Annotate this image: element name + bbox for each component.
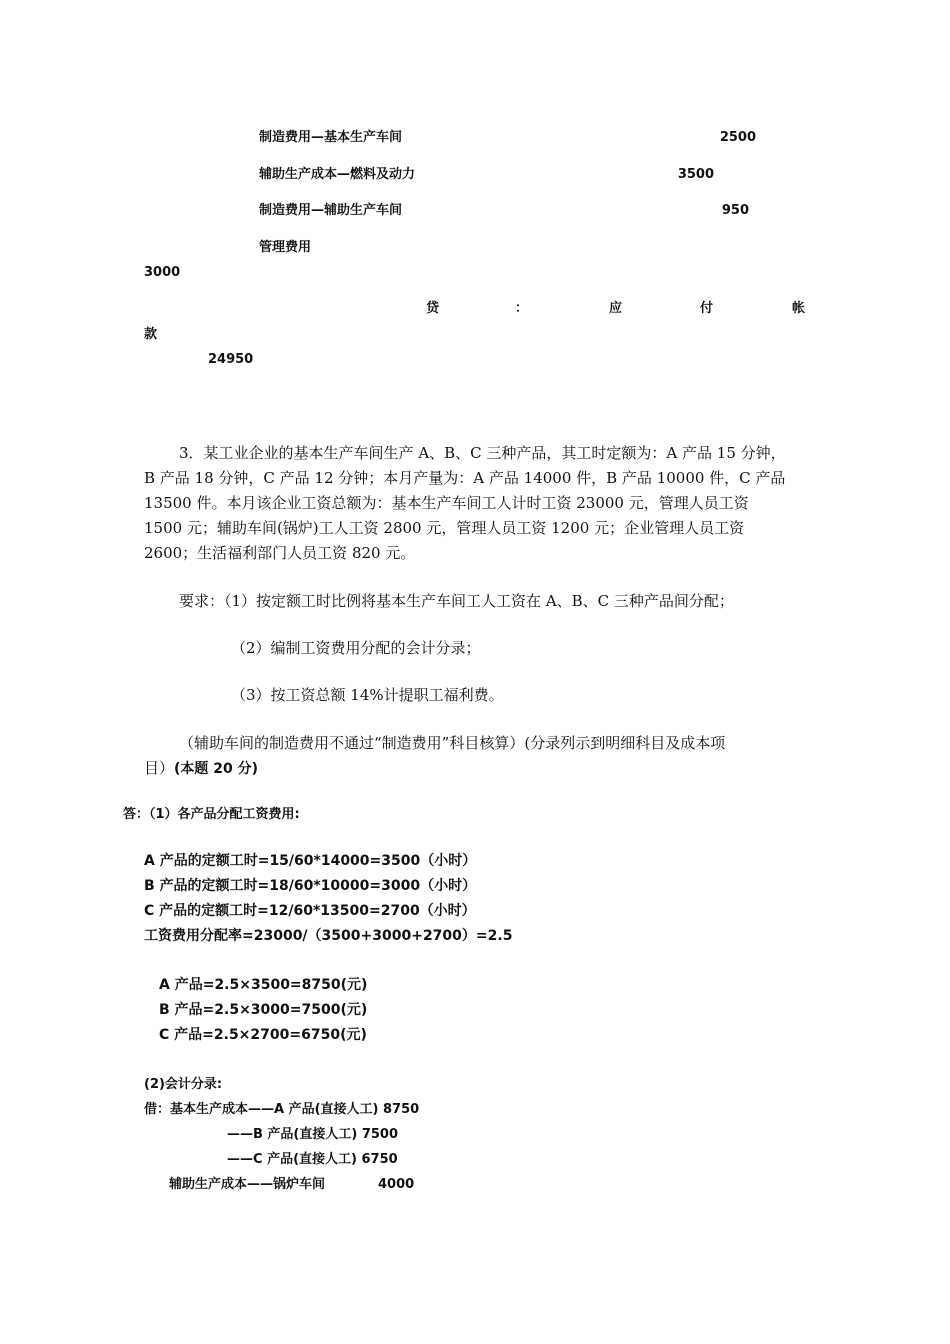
question-line: 2600；生活福利部门人员工资 820 元。 xyxy=(144,544,416,562)
entry-amount: 2500 xyxy=(719,130,756,145)
question-line: 1500 元；辅助车间(锅炉)工人工资 2800 元，管理人员工资 1200 元；企业管理人员工资 xyxy=(144,519,745,537)
entry-line: 借：基本生产成本——A 产品(直接人工) 8750 xyxy=(144,1102,420,1117)
credit-char: 付 xyxy=(700,301,714,316)
question-note: （辅助车间的制造费用不通过“制造费用”科目核算）(分录列示到明细科目及成本项 xyxy=(179,734,726,752)
credit-char: 帐 xyxy=(792,301,806,316)
credit-char: 贷 xyxy=(426,301,440,316)
entry-heading: (2)会计分录: xyxy=(144,1077,223,1092)
credit-amount: 24950 xyxy=(208,352,254,367)
answer-heading: 答：（1）各产品分配工资费用: xyxy=(123,807,300,822)
entry-line: ——C 产品(直接人工) 6750 xyxy=(227,1152,398,1167)
question-points: (本题 20 分) xyxy=(174,761,259,777)
requirement-1: 要求：（1）按定额工时比例将基本生产车间工人工资在 A、B、C 三种产品间分配； xyxy=(179,592,734,610)
question-note-end: 目） xyxy=(144,759,175,777)
requirement-2: （2）编制工资费用分配的会计分录； xyxy=(231,639,481,657)
alloc-line: A 产品=2.5×3500=8750(元) xyxy=(159,977,368,993)
question-line: 3．某工业企业的基本生产车间生产 A、B、C 三种产品，其工时定额为：A 产品 15 分钟， xyxy=(179,444,786,462)
alloc-line: B 产品=2.5×3000=7500(元) xyxy=(159,1002,368,1018)
calc-line: A 产品的定额工时=15/60*14000=3500（小时） xyxy=(144,853,477,869)
aux-account: 辅助生产成本——锅炉车间 xyxy=(169,1177,326,1192)
entry-line: ——B 产品(直接人工) 7500 xyxy=(227,1127,399,1142)
credit-char: 应 xyxy=(609,301,623,316)
question-line: 13500 件。本月该企业工资总额为：基本生产车间工人计时工资 23000 元，管理人员工资 xyxy=(144,494,749,512)
entry-amount: 3500 xyxy=(677,167,714,182)
question-note-cont xyxy=(144,761,258,776)
calc-line: C 产品的定额工时=12/60*13500=2700（小时） xyxy=(144,903,476,919)
entry-account: 管理费用 xyxy=(259,240,312,255)
entry-amount: 3000 xyxy=(144,265,181,280)
entry-account: 制造费用—基本生产车间 xyxy=(259,130,403,145)
calc-line: B 产品的定额工时=18/60*10000=3000（小时） xyxy=(144,878,477,894)
question-line: B 产品 18 分钟，C 产品 12 分钟；本月产量为：A 产品 14000 件，B 产品 10000 件，C 产品 xyxy=(144,469,786,487)
entry-account: 制造费用—辅助生产车间 xyxy=(259,203,403,218)
calc-line: 工资费用分配率=23000/（3500+3000+2700）=2.5 xyxy=(144,928,513,944)
aux-amount: 4000 xyxy=(378,1177,415,1192)
alloc-line: C 产品=2.5×2700=6750(元) xyxy=(159,1027,367,1043)
requirement-3: （3）按工资总额 14%计提职工福利费。 xyxy=(231,686,504,704)
entry-account: 辅助生产成本—燃料及动力 xyxy=(259,167,416,182)
credit-wrap-char: 款 xyxy=(144,327,158,342)
entry-amount: 950 xyxy=(721,203,749,218)
credit-char: ： xyxy=(515,301,529,316)
